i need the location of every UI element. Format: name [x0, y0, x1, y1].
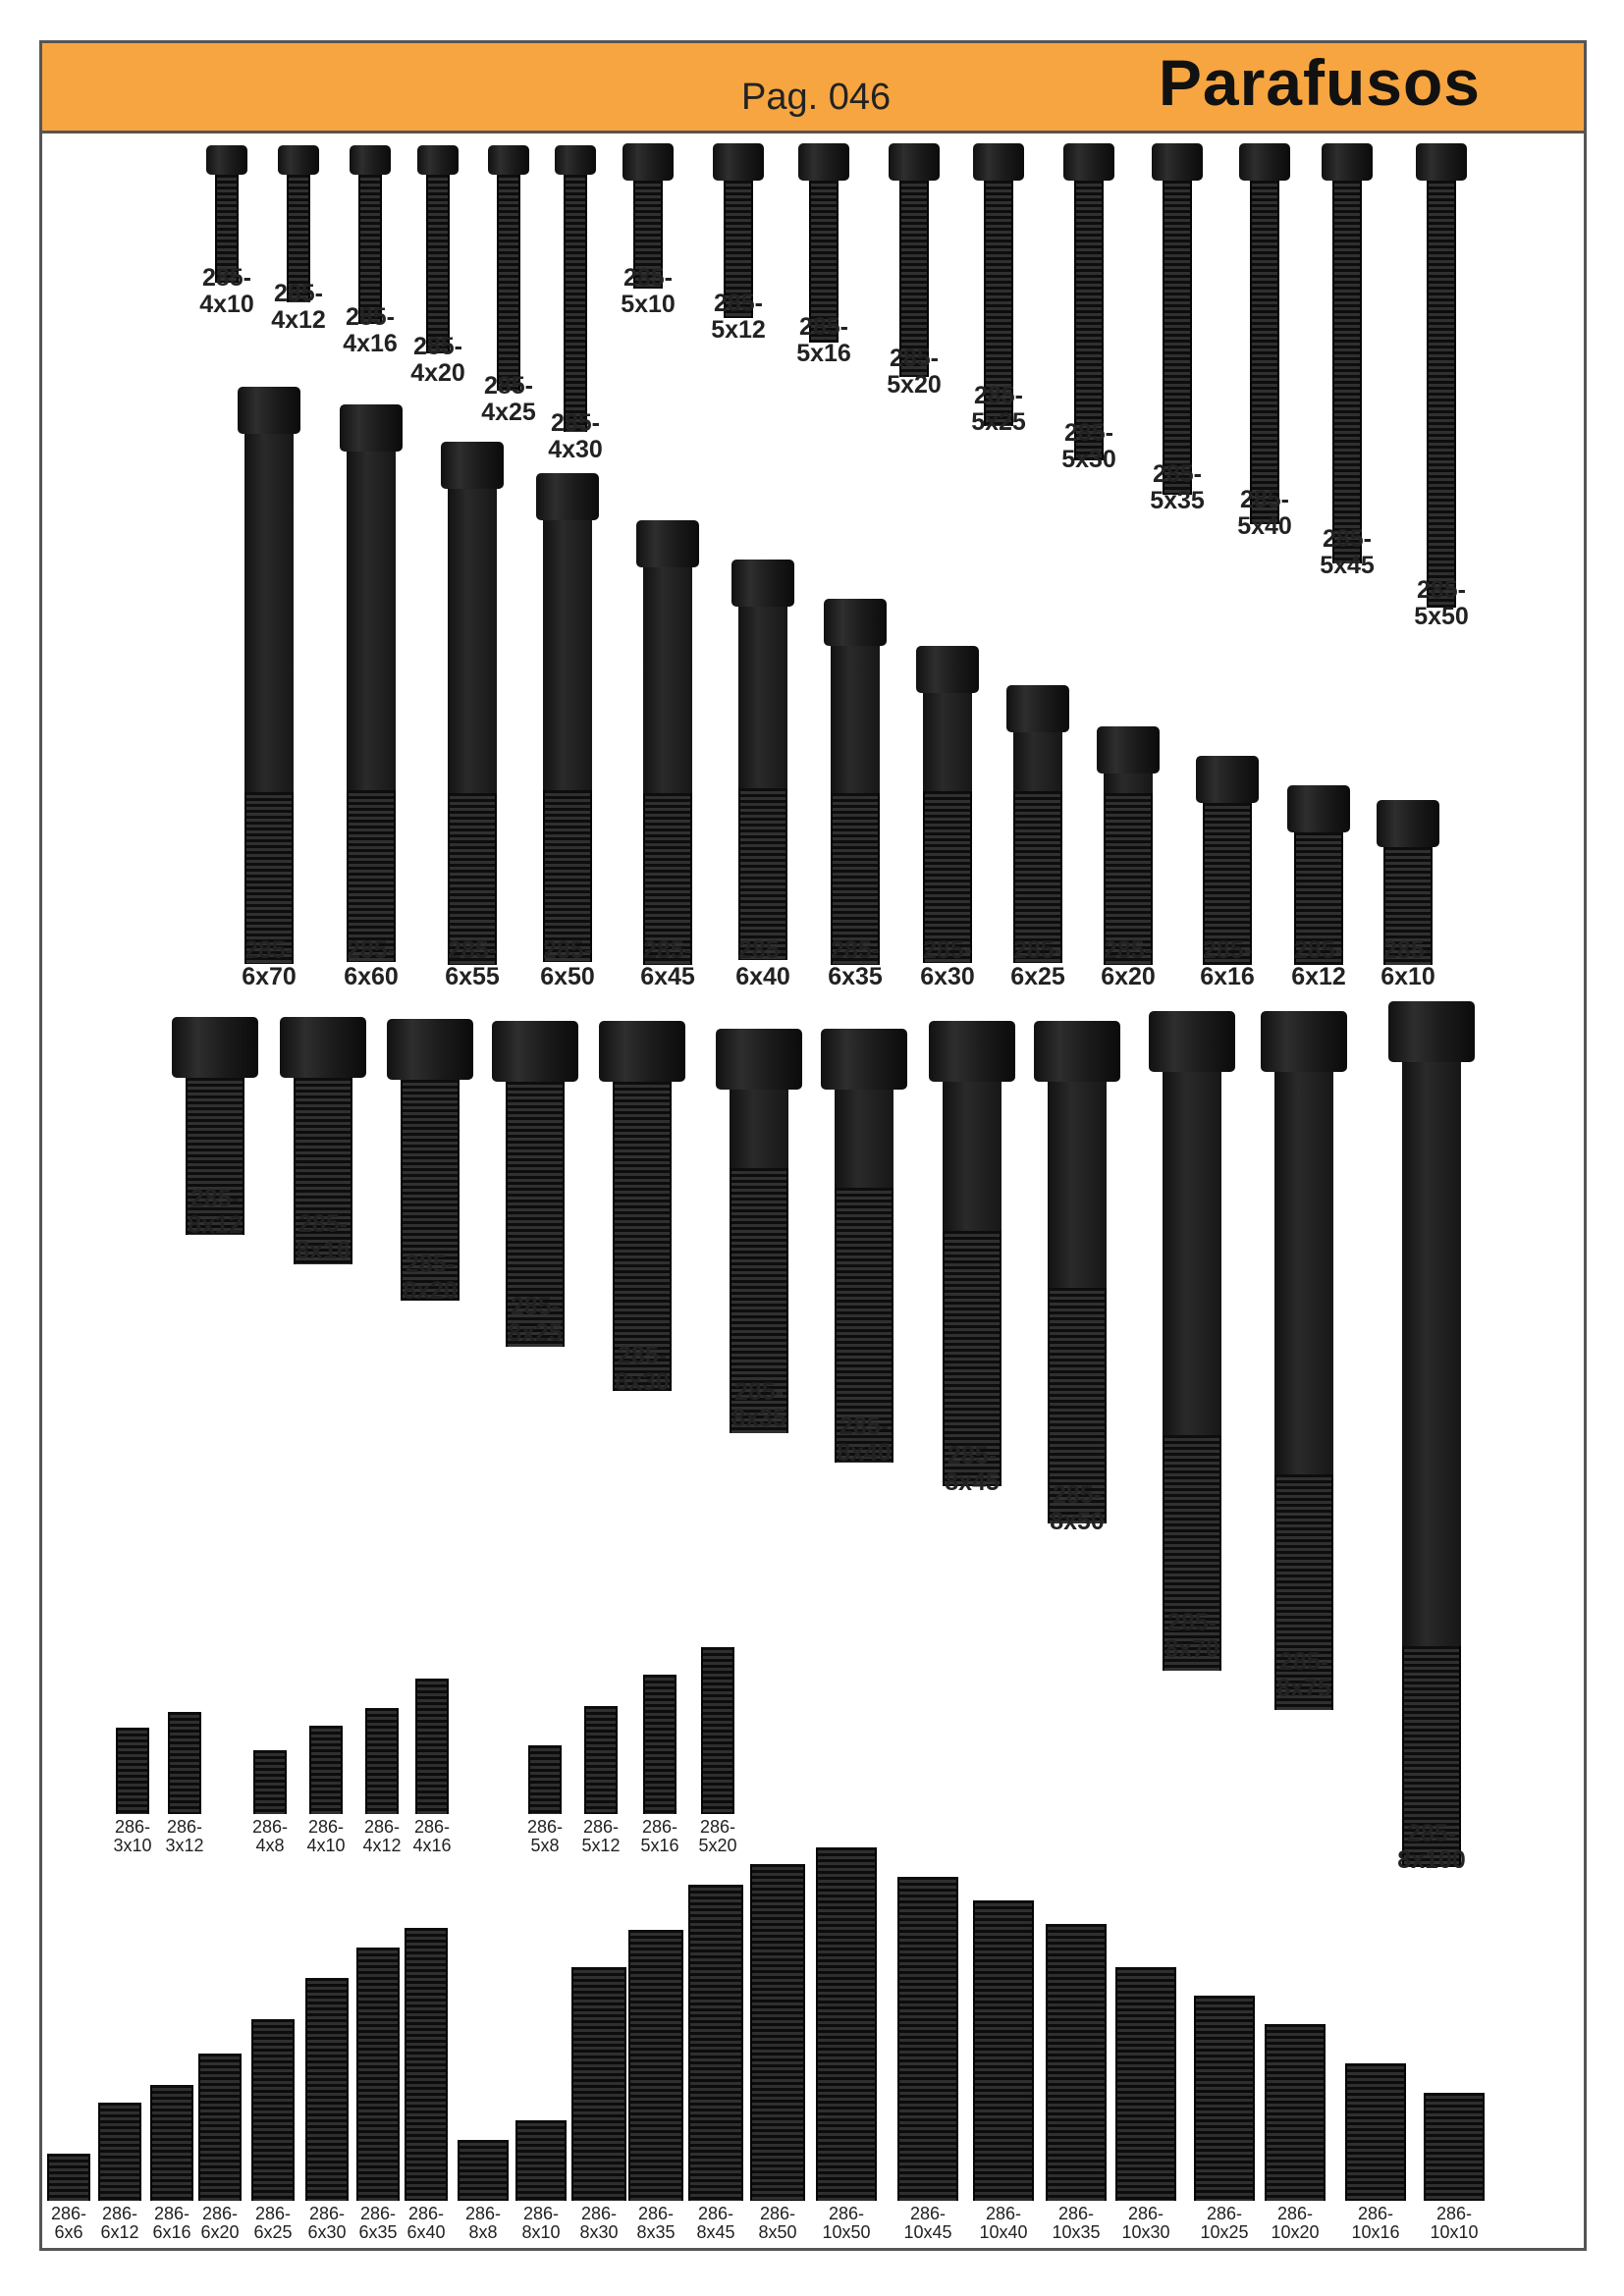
screw-head	[417, 145, 459, 175]
part-size: 6x12	[100, 2222, 139, 2243]
set-screw	[688, 1885, 743, 2201]
screw-head	[350, 145, 391, 175]
part-label	[476, 1294, 594, 1347]
screw-thread	[426, 175, 450, 353]
screw-head	[1287, 785, 1350, 832]
set-screw	[1265, 2024, 1326, 2201]
screw-head	[889, 143, 940, 181]
part-size: 10x45	[903, 2222, 952, 2243]
part-code: 285-	[617, 1342, 668, 1369]
part-code: 285-	[889, 345, 940, 372]
part-code: 286-	[251, 1817, 289, 1837]
set-screw	[584, 1706, 618, 1814]
part-label	[1107, 2205, 1185, 2243]
part-size: 10x30	[1121, 2222, 1170, 2243]
part-code: 286-	[1435, 2204, 1473, 2223]
part-size: 8x10	[521, 2222, 561, 2243]
set-screw	[365, 1708, 399, 1814]
part-label	[678, 1818, 757, 1856]
part-size: 10x10	[1430, 2222, 1479, 2243]
part-label	[371, 1252, 489, 1305]
screw-head	[387, 1019, 473, 1080]
part-code: 286-	[759, 2204, 796, 2223]
part-size: 8x16	[296, 1237, 351, 1264]
screw-head	[278, 145, 319, 175]
part-size: 8x45	[696, 2222, 735, 2243]
part-size: 6x40	[406, 2222, 446, 2243]
set-screw	[628, 1930, 683, 2201]
set-screw	[1115, 1967, 1176, 2201]
part-size: 10x40	[979, 2222, 1028, 2243]
part-size: 4x10	[199, 291, 254, 318]
screw-shank	[1048, 1082, 1107, 1288]
part-label	[1245, 1649, 1363, 1702]
screw-head	[1063, 143, 1114, 181]
screw-shank	[347, 452, 396, 790]
part-size: 6x30	[307, 2222, 347, 2243]
screw-head	[1239, 143, 1290, 181]
part-code: 286-	[153, 2204, 190, 2223]
set-screw	[305, 1978, 349, 2201]
set-screw	[356, 1948, 400, 2201]
part-code: 286-	[1206, 2204, 1243, 2223]
set-screw	[98, 2103, 141, 2201]
part-code: 285-	[973, 382, 1024, 409]
part-code: 286-	[50, 2204, 87, 2223]
set-screw	[528, 1745, 562, 1814]
part-code: 286-	[359, 2204, 397, 2223]
part-code: 285-	[1239, 486, 1290, 513]
set-screw	[168, 1712, 201, 1814]
screw-shank	[835, 1090, 893, 1188]
part-label	[1037, 2205, 1115, 2243]
screw-head	[824, 599, 887, 646]
part-code: 285-	[201, 264, 252, 292]
part-size: 8x50	[1050, 1508, 1105, 1535]
screw-head	[536, 473, 599, 520]
part-code: 286-	[254, 2204, 292, 2223]
part-size: 8x40	[837, 1439, 892, 1467]
part-size: 5x25	[971, 408, 1026, 436]
part-size: 6x30	[920, 963, 975, 990]
part-size: 6x25	[253, 2222, 293, 2243]
screw-head	[1097, 726, 1160, 774]
part-size: 4x12	[362, 1836, 402, 1856]
part-code: 285-	[830, 936, 881, 964]
part-size: 5x12	[711, 316, 766, 344]
part-size: 6x10	[1380, 963, 1435, 990]
part-code: 286-	[308, 2204, 346, 2223]
screw-head	[488, 145, 529, 175]
part-label	[805, 1414, 923, 1467]
part-size: 6x16	[152, 2222, 191, 2243]
part-code: 285-	[1052, 1481, 1103, 1509]
part-code: 285-	[839, 1413, 890, 1440]
part-size: 5x10	[621, 291, 676, 318]
part-code: 286-	[699, 1817, 736, 1837]
part-size: 8x8	[468, 2222, 498, 2243]
part-label	[889, 2205, 967, 2243]
part-code: 286-	[580, 2204, 618, 2223]
screw-head	[1196, 756, 1259, 803]
part-size: 8x45	[945, 1468, 1000, 1496]
screw-shank	[244, 434, 294, 792]
part-size: 8x30	[579, 2222, 619, 2243]
screw-head	[1152, 143, 1203, 181]
part-code: 285-	[244, 936, 295, 964]
part-size: 10x16	[1351, 2222, 1400, 2243]
part-size: 6x60	[344, 963, 399, 990]
screw-shank	[1402, 1062, 1461, 1646]
part-label	[1373, 1821, 1490, 1874]
part-size: 5x50	[1414, 603, 1469, 630]
screw-shank	[448, 489, 497, 793]
screw-head	[798, 143, 849, 181]
part-size: 5x16	[796, 340, 851, 367]
set-screw	[816, 1847, 877, 2201]
set-screw	[415, 1679, 449, 1814]
part-size: 8x75	[1276, 1675, 1331, 1702]
part-size: 8x30	[615, 1368, 670, 1396]
part-code: 285-	[1382, 936, 1434, 964]
part-label	[312, 937, 430, 990]
part-code: 285-	[922, 936, 973, 964]
part-size: 6x6	[54, 2222, 83, 2243]
part-size: 6x20	[200, 2222, 240, 2243]
screw-head	[555, 145, 596, 175]
part-label	[700, 1379, 818, 1432]
screw-shank	[1163, 1072, 1221, 1435]
part-code: 285-	[550, 409, 601, 437]
part-code: 285-	[345, 303, 396, 331]
part-code: 286-	[641, 1817, 678, 1837]
screw-head	[1322, 143, 1373, 181]
part-label	[913, 1443, 1031, 1496]
screw-head	[1416, 143, 1467, 181]
part-size: 10x50	[822, 2222, 871, 2243]
part-label	[807, 2205, 886, 2243]
part-code: 286-	[363, 1817, 401, 1837]
screw-head	[1149, 1011, 1235, 1072]
part-size: 8x50	[758, 2222, 797, 2243]
page-number: Pag. 046	[741, 77, 892, 118]
part-code: 286-	[522, 2204, 560, 2223]
part-code: 286-	[985, 2204, 1022, 2223]
part-size: 5x8	[530, 1836, 560, 1856]
screw-thread	[358, 175, 382, 324]
part-code: 285-	[1278, 1648, 1329, 1676]
part-code: 286-	[1276, 2204, 1314, 2223]
part-label	[516, 410, 634, 463]
part-size: 3x10	[113, 1836, 152, 1856]
part-code: 286-	[526, 1817, 564, 1837]
part-code: 285-	[273, 280, 324, 307]
screw-head	[1034, 1021, 1120, 1082]
page-title: Parafusos	[1158, 46, 1481, 119]
part-size: 6x55	[445, 963, 500, 990]
part-code: 285-	[189, 1185, 241, 1212]
part-code: 286-	[697, 2204, 734, 2223]
part-label	[1415, 2205, 1493, 2243]
part-size: 3x12	[165, 1836, 204, 1856]
screw-head	[280, 1017, 366, 1078]
part-code: 285-	[1166, 1609, 1218, 1636]
set-screw	[750, 1864, 805, 2201]
part-size: 4x12	[271, 306, 326, 334]
set-screw	[1345, 2063, 1406, 2201]
part-size: 6x45	[640, 963, 695, 990]
part-label	[738, 2205, 817, 2243]
part-label	[1133, 1610, 1251, 1663]
part-code: 285-	[405, 1251, 456, 1278]
part-code: 285-	[346, 936, 397, 964]
set-screw	[150, 2085, 193, 2201]
part-code: 285-	[412, 333, 463, 360]
part-size: 10x25	[1200, 2222, 1249, 2243]
set-screw	[643, 1675, 677, 1814]
set-screw	[405, 1928, 448, 2201]
screw-head	[1261, 1011, 1347, 1072]
part-size: 4x20	[410, 359, 465, 387]
set-screw	[1424, 2093, 1485, 2201]
part-code: 285-	[737, 936, 788, 964]
screw-head	[973, 143, 1024, 181]
screw-shank	[730, 1090, 788, 1168]
part-label	[1256, 2205, 1334, 2243]
part-size: 4x25	[481, 399, 536, 426]
part-size: 8x35	[636, 2222, 676, 2243]
part-code: 286-	[413, 1817, 451, 1837]
screw-thread	[1427, 181, 1456, 608]
part-code: 286-	[464, 2204, 502, 2223]
part-size: 10x35	[1052, 2222, 1101, 2243]
part-code: 285-	[947, 1442, 998, 1469]
part-code: 285-	[1152, 460, 1203, 488]
part-size: 5x35	[1150, 487, 1205, 514]
part-code: 285-	[542, 936, 593, 964]
set-screw	[701, 1647, 734, 1814]
part-size: 5x16	[640, 1836, 679, 1856]
screw-shank	[738, 607, 787, 788]
part-size: 6x40	[735, 963, 790, 990]
set-screw	[47, 2154, 90, 2201]
screw-shank	[923, 693, 972, 791]
part-label	[210, 937, 328, 990]
part-code: 285-	[447, 936, 498, 964]
part-code: 285-	[510, 1293, 561, 1320]
part-size: 5x45	[1320, 552, 1375, 579]
set-screw	[973, 1900, 1034, 2201]
part-code: 285-	[798, 313, 849, 341]
screw-thread	[1250, 181, 1279, 524]
part-size: 5x12	[581, 1836, 621, 1856]
part-size: 6x20	[1101, 963, 1156, 990]
part-code: 285-	[1063, 419, 1114, 447]
part-size: 4x10	[306, 1836, 346, 1856]
part-size: 8x25	[508, 1319, 563, 1347]
part-size: 6x16	[1200, 963, 1255, 990]
part-size: 6x35	[828, 963, 883, 990]
part-label	[1288, 526, 1406, 579]
part-code: 285-	[298, 1210, 349, 1238]
screw-head	[929, 1021, 1015, 1082]
screw-head	[916, 646, 979, 693]
screw-thread	[738, 788, 787, 960]
part-code: 285-	[1202, 936, 1253, 964]
set-screw	[897, 1877, 958, 2201]
set-screw	[309, 1726, 343, 1814]
screw-head	[172, 1017, 258, 1078]
part-size: 6x70	[242, 963, 297, 990]
screw-thread	[564, 175, 587, 432]
part-code: 285-	[1322, 525, 1373, 553]
part-label	[964, 2205, 1043, 2243]
part-code: 286-	[582, 1817, 620, 1837]
part-label	[156, 1186, 274, 1239]
part-code: 286-	[1357, 2204, 1394, 2223]
part-code: 286-	[1127, 2204, 1164, 2223]
part-code: 285-	[483, 372, 534, 400]
set-screw	[458, 2140, 509, 2201]
part-size: 8x70	[1164, 1635, 1219, 1663]
set-screw	[116, 1728, 149, 1814]
part-label	[1336, 2205, 1415, 2243]
part-label	[264, 1211, 382, 1264]
screw-head	[599, 1021, 685, 1082]
screw-shank	[1013, 732, 1062, 791]
part-size: 4x16	[412, 1836, 452, 1856]
part-code: 286-	[166, 1817, 203, 1837]
screw-head	[1388, 1001, 1475, 1062]
part-code: 285-	[1103, 936, 1154, 964]
part-label	[1349, 937, 1467, 990]
part-code: 285-	[1012, 936, 1063, 964]
part-code: 286-	[1057, 2204, 1095, 2223]
part-size: 6x25	[1010, 963, 1065, 990]
part-label	[1018, 1482, 1136, 1535]
screw-head	[716, 1029, 802, 1090]
part-size: 5x40	[1237, 512, 1292, 540]
part-size: 5x20	[698, 1836, 737, 1856]
part-size: 8x12	[188, 1211, 243, 1239]
part-code: 286-	[201, 2204, 239, 2223]
part-code: 286-	[407, 2204, 445, 2223]
part-size: 8x20	[403, 1277, 458, 1305]
part-label	[145, 1818, 224, 1856]
part-label	[1382, 577, 1500, 630]
part-size: 10x20	[1271, 2222, 1320, 2243]
part-code: 285-	[642, 936, 693, 964]
part-code: 286-	[307, 1817, 345, 1837]
part-size: 5x30	[1061, 446, 1116, 473]
part-size: 6x35	[358, 2222, 398, 2243]
screw-head	[713, 143, 764, 181]
part-code: 285-	[1416, 576, 1467, 604]
screw-thread	[1332, 181, 1362, 563]
part-size: 5x20	[887, 371, 942, 399]
part-code: 286-	[114, 1817, 151, 1837]
screw-shank	[831, 646, 880, 793]
screw-shank	[1274, 1072, 1333, 1474]
set-screw	[1046, 1924, 1107, 2201]
part-size: 4x16	[343, 330, 398, 357]
part-size: 8x100	[1397, 1846, 1466, 1874]
set-screw	[198, 2054, 242, 2201]
screw-head	[441, 442, 504, 489]
part-size: 4x30	[548, 436, 603, 463]
part-code: 285-	[733, 1378, 785, 1406]
set-screw	[253, 1750, 287, 1814]
part-code: 286-	[909, 2204, 947, 2223]
screw-shank	[643, 567, 692, 793]
set-screw	[515, 2120, 567, 2201]
screw-thread	[497, 175, 520, 391]
part-code: 285-	[1406, 1820, 1457, 1847]
screw-shank	[943, 1082, 1001, 1231]
screw-head	[1377, 800, 1439, 847]
screw-shank	[1104, 774, 1153, 793]
set-screw	[251, 2019, 295, 2201]
part-code: 285-	[713, 290, 764, 317]
set-screw	[1194, 1996, 1255, 2201]
screw-head	[340, 404, 403, 452]
part-size: 6x50	[540, 963, 595, 990]
part-code: 285-	[1293, 936, 1344, 964]
part-size: 6x12	[1291, 963, 1346, 990]
screw-head	[492, 1021, 578, 1082]
part-label	[583, 1343, 701, 1396]
screw-head	[731, 560, 794, 607]
part-code: 286-	[637, 2204, 675, 2223]
screw-head	[238, 387, 300, 434]
screw-head	[623, 143, 674, 181]
part-label	[393, 1818, 471, 1856]
part-code: 286-	[101, 2204, 138, 2223]
part-size: 4x8	[255, 1836, 285, 1856]
screw-thread	[1163, 181, 1192, 495]
screw-head	[206, 145, 247, 175]
screw-shank	[543, 520, 592, 790]
screw-head	[821, 1029, 907, 1090]
screw-head	[1006, 685, 1069, 732]
set-screw	[571, 1967, 626, 2201]
part-label	[1185, 2205, 1264, 2243]
part-code: 286-	[828, 2204, 865, 2223]
screw-head	[636, 520, 699, 567]
part-code: 285-	[623, 264, 674, 292]
part-size: 8x35	[731, 1405, 786, 1432]
